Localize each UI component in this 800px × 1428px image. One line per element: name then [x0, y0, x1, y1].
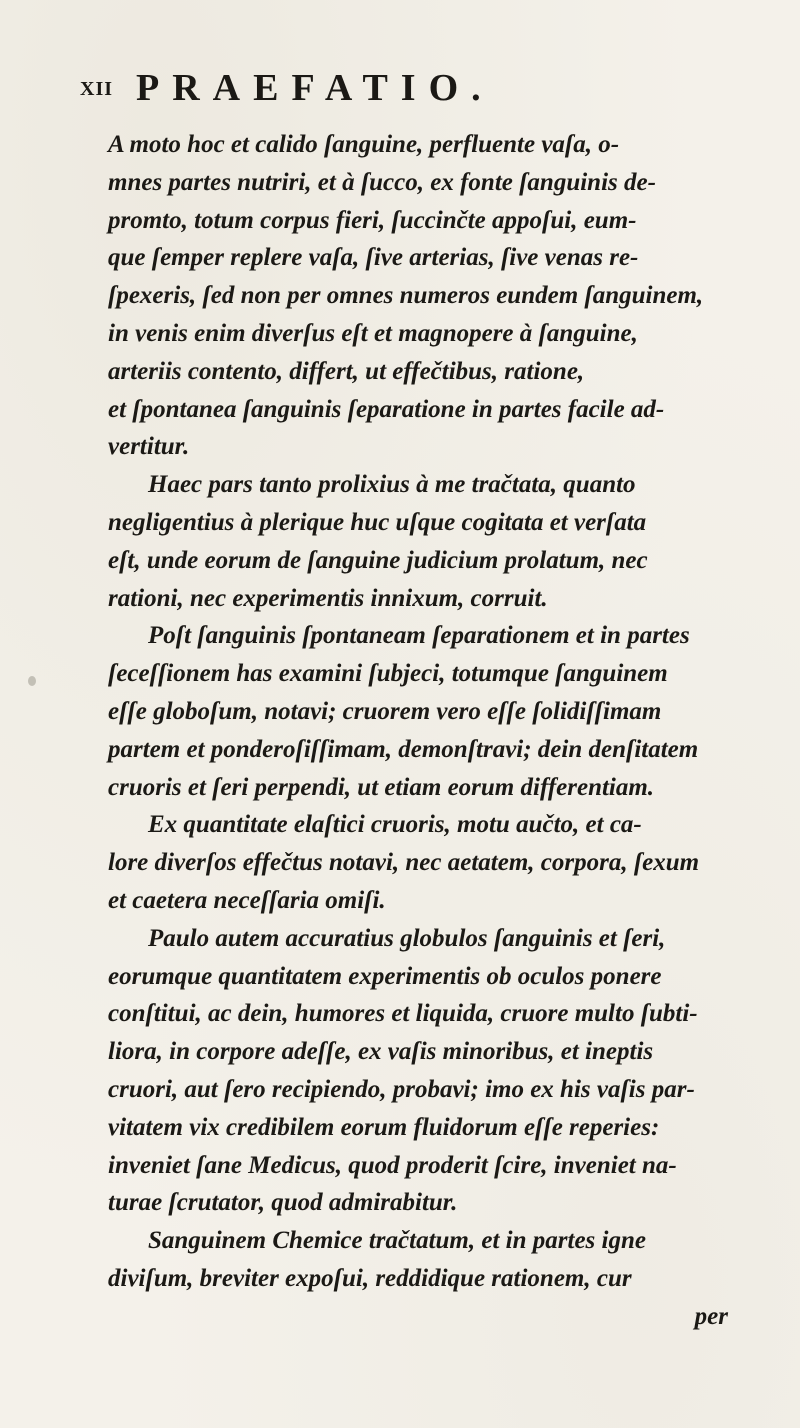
text-line: promto, totum corpus fieri, ſuccinčte appoſui, eum-	[108, 206, 637, 234]
text-line: partem et ponderoſiſſimam, demonſtravi; dein denſitatem	[108, 735, 699, 763]
text-line: arteriis contento, differt, ut effečtibus, ratione,	[108, 357, 585, 385]
text-line: que ſemper replere vaſa, ſive arterias, ſive venas re-	[108, 244, 639, 272]
running-head	[80, 66, 680, 110]
text-line: in venis enim diverſus eſt et magnopere à ſanguine,	[108, 319, 638, 347]
paragraph-start-line: Ex quantitate elaſtici cruoris, motu aučto, et ca-	[148, 811, 642, 839]
paragraph-start-line: Poſt ſanguinis ſpontaneam ſeparationem et in partes	[148, 622, 690, 650]
text-line: conſtitui, ac dein, humores et liquida, cruore multo ſubti-	[108, 1000, 698, 1028]
text-line: ſpexeris, ſed non per omnes numeros eundem ſanguinem,	[108, 282, 704, 310]
text-line: A moto hoc et calido ſanguine, perfluente vaſa, o-	[108, 131, 620, 158]
text-line: ſeceſſionem has examini ſubjeci, totumque ſanguinem	[108, 660, 668, 688]
text-line: liora, in corpore adeſſe, ex vaſis minoribus, et ineptis	[108, 1038, 654, 1066]
body-text	[108, 126, 728, 1336]
text-line: rationi, nec experimentis innixum, corruit.	[108, 584, 548, 612]
text-line: diviſum, breviter expoſui, reddidique rationem, cur	[108, 1264, 632, 1292]
text-line: et ſpontanea ſanguinis ſeparatione in partes facile ad-	[108, 395, 665, 423]
text-line: lore diverſos effečtus notavi, nec aetatem, corpora, ſexum	[108, 849, 700, 877]
text-line: inveniet ſane Medicus, quod proderit ſcire, inveniet na-	[108, 1151, 677, 1179]
paragraph-start-line: Paulo autem accuratius globulos ſanguinis et ſeri,	[148, 924, 666, 952]
page-number: XII	[80, 78, 114, 100]
catchword: per	[694, 1302, 728, 1330]
paragraph-start-line: Sanguinem Chemice tračtatum, et in partes igne	[148, 1227, 646, 1255]
text-line: turae ſcrutator, quod admirabitur.	[108, 1189, 458, 1217]
paragraph-start-line: Haec pars tanto prolixius à me tračtata, quanto	[148, 471, 636, 499]
text-line: eſſe globoſum, notavi; cruorem vero eſſe ſolidiſſimam	[108, 697, 662, 725]
text-line: vertitur.	[108, 433, 190, 461]
page-title: PRAEFATIO.	[136, 67, 494, 109]
text-line: et caetera neceſſaria omiſi.	[108, 886, 386, 914]
text-line: eorumque quantitatem experimentis ob oculos ponere	[108, 962, 662, 990]
text-line: vitatem vix credibilem eorum fluidorum eſſe reperies:	[108, 1113, 660, 1141]
text-line: cruori, aut ſero recipiendo, probavi; imo ex his vaſis par-	[108, 1075, 695, 1103]
text-line: eſt, unde eorum de ſanguine judicium prolatum, nec	[108, 546, 648, 574]
text-line: mnes partes nutriri, et à ſucco, ex fonte ſanguinis de-	[108, 168, 656, 196]
text-line: negligentius à plerique huc uſque cogitata et verſata	[108, 508, 647, 536]
text-line: cruoris et ſeri perpendi, ut etiam eorum differentiam.	[108, 773, 655, 801]
ink-speck	[28, 676, 36, 686]
